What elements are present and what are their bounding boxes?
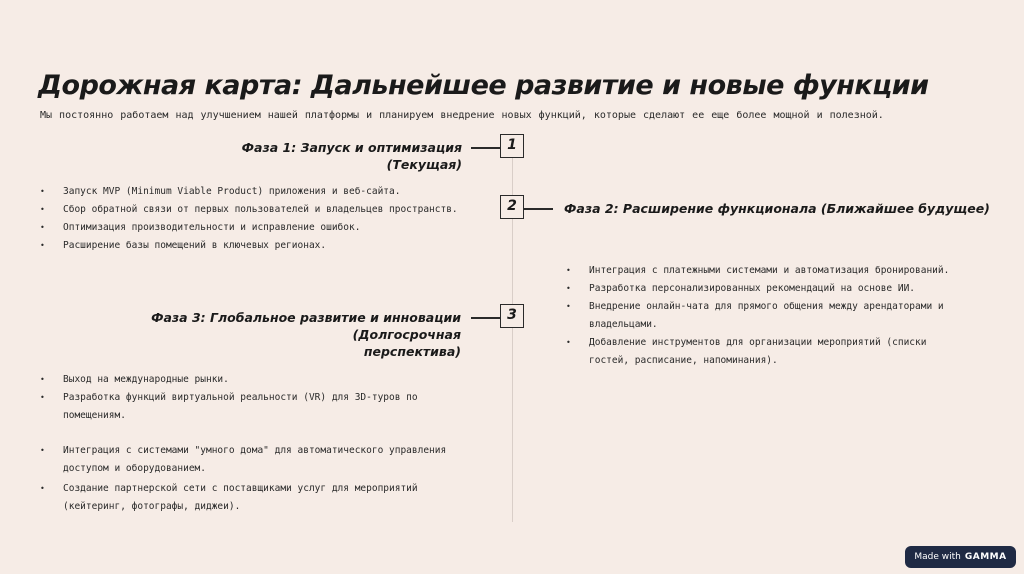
list-item: • Сбор обратной связи от первых пользователей и владельцев пространств. [40, 201, 480, 219]
phase-2-number: 2 [500, 195, 524, 219]
list-item: • Интеграция с платежными системами и автоматизация бронирований. [566, 262, 966, 280]
list-item: • Внедрение онлайн-чата для прямого общения между арендаторами и владельцами. [566, 298, 966, 334]
phase-1-number: 1 [500, 134, 524, 158]
phase-2-title: Фаза 2: Расширение функционала (Ближайшее будущее) [564, 201, 990, 216]
list-item: • Расширение базы помещений в ключевых регионах. [40, 237, 480, 255]
phase-1-connector [471, 147, 500, 149]
intro-text: Мы постоянно работаем над улучшением нашей платформы и планируем внедрение новых функций, которые сделают ее еще более мощной и полезной. [40, 110, 884, 121]
phase-3-connector [471, 317, 500, 319]
gamma-logo: GAMMA [964, 552, 1007, 562]
list-item: • Выход на международные рынки. [40, 371, 480, 389]
made-with-gamma-badge[interactable] [905, 546, 1016, 568]
phase-2-list [566, 262, 966, 370]
badge-prefix: Made with [914, 552, 961, 562]
list-item: • Разработка функций виртуальной реальности (VR) для 3D-туров по помещениям. [40, 389, 480, 425]
list-item: • Создание партнерской сети с поставщиками услуг для мероприятий (кейтеринг, фотографы, диджеи). [40, 480, 480, 516]
page-title: Дорожная карта: Дальнейшее развитие и новые функции [38, 70, 929, 102]
phase-3-title [40, 309, 461, 360]
list-item: • Запуск MVP (Minimum Viable Product) приложения и веб-сайта. [40, 183, 480, 201]
phase-3-list [40, 371, 480, 516]
phase-3-title-line-1: Фаза 3: Глобальное развитие и инновации (Долгосрочная [151, 310, 461, 342]
phase-2-connector [524, 208, 553, 210]
list-item: • Добавление инструментов для организации мероприятий (списки гостей, расписание, напоминания). [566, 334, 966, 370]
list-item: • Интеграция с системами "умного дома" для автоматического управления доступом и оборудованием. [40, 442, 480, 478]
timeline-line [512, 134, 513, 522]
list-item: • Оптимизация производительности и исправление ошибок. [40, 219, 480, 237]
list-item: • Разработка персонализированных рекомендаций на основе ИИ. [566, 280, 966, 298]
phase-1-list [40, 183, 480, 255]
phase-3-number: 3 [500, 304, 524, 328]
phase-3-title-line-2: перспектива) [363, 344, 461, 359]
phase-1-title: Фаза 1: Запуск и оптимизация (Текущая) [241, 140, 462, 172]
